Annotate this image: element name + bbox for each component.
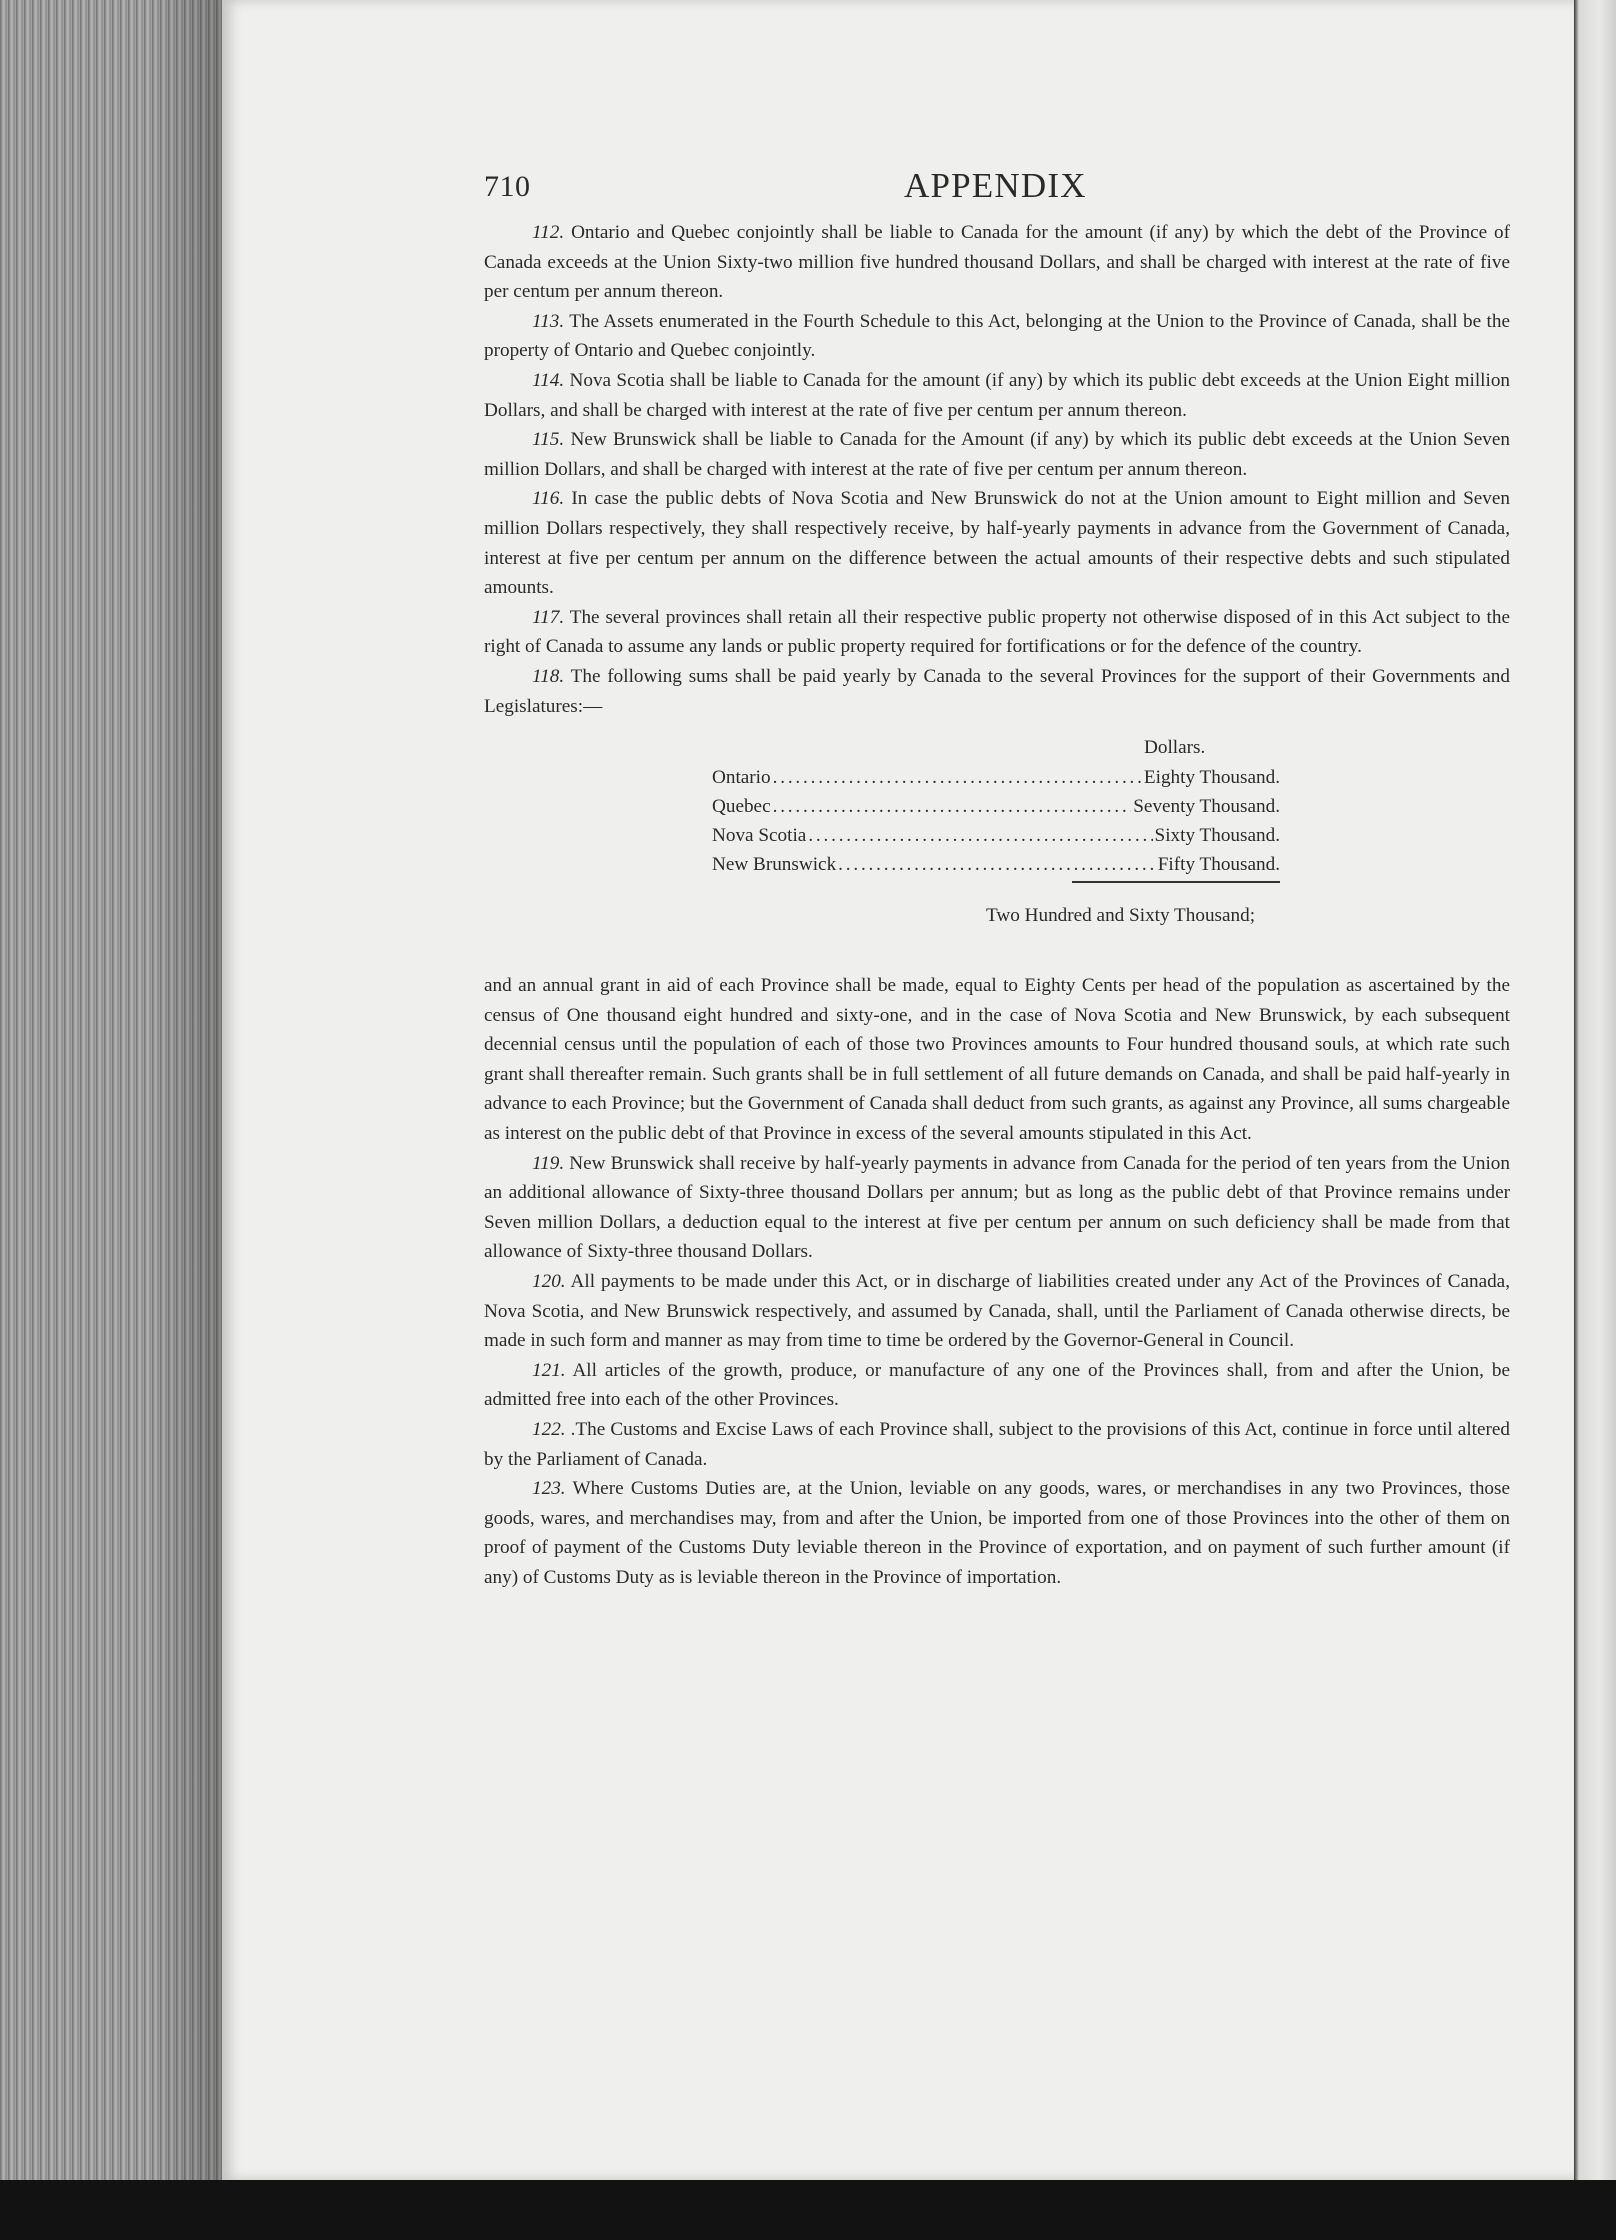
- page-right-edge: [1574, 0, 1616, 2180]
- section-paragraph: [484, 1267, 1510, 1356]
- dot-leader: [773, 792, 1132, 822]
- province-name: New Brunswick: [712, 854, 837, 876]
- grant-amount: Eighty Thousand.: [1143, 767, 1280, 789]
- grant-amount: Seventy Thousand.: [1133, 796, 1280, 818]
- section-text: The following sums shall be paid yearly by Canada to the several Provinces for the support of their Governments and Legislatures:—: [484, 665, 1510, 717]
- section-text: Where Customs Duties are, at the Union, leviable on any goods, wares, or merchandises in any two Provinces, those goods, wares, and merchandises may, from and after the Union, be imported from one of those Provinces into the other of them on proof of payment of the Customs Duty leviable thereon in the Province of exportation, and on payment of such further amount (if any) of Customs Duty as is leviable thereon in the Province of importation.: [484, 1478, 1510, 1588]
- dot-leader: [808, 821, 1152, 851]
- section-paragraph: [484, 484, 1510, 602]
- running-head: APPENDIX: [904, 166, 1087, 205]
- province-name: Quebec: [712, 796, 771, 818]
- section-number: 122.: [532, 1419, 566, 1440]
- province-name: Ontario: [712, 767, 771, 789]
- scan-bottom-border: [0, 2180, 1616, 2240]
- section-text: .The Customs and Excise Laws of each Province shall, subject to the provisions of this Act, continue in force until altered by the Parliament of Canada.: [484, 1419, 1510, 1470]
- section-paragraph: [484, 307, 1510, 366]
- page-number: 710: [484, 170, 531, 203]
- section-paragraph: [484, 1415, 1510, 1474]
- total-rule: [1072, 881, 1280, 883]
- section-number: 115.: [532, 429, 565, 451]
- table-total: Two Hundred and Sixty Thousand;: [986, 905, 1256, 927]
- section-text: All articles of the growth, produce, or manufacture of any one of the Provinces shall, from and after the Union, be admitted free into each of the other Provinces.: [484, 1359, 1510, 1411]
- section-text: Ontario and Quebec conjointly shall be liable to Canada for the amount (if any) by which the debt of the Province of Canada exceeds at the Union Sixty-two million five hundred thousand Dollars, and shall be charged with interest at the rate of five per centum per annum thereon.: [484, 222, 1511, 303]
- section-paragraph: [484, 1356, 1510, 1415]
- section-paragraph: [484, 603, 1510, 662]
- table-row: [712, 792, 1280, 822]
- table-column-header: Dollars.: [1144, 737, 1206, 759]
- section-paragraph: [484, 1149, 1510, 1267]
- section-text: New Brunswick shall be liable to Canada for the Amount (if any) by which its public debt exceeds at the Union Seven million Dollars, and shall be charged with interest at the rate of five per centum per annum thereon.: [484, 429, 1511, 480]
- table-row: [712, 850, 1280, 880]
- grant-amount: Fifty Thousand.: [1157, 854, 1280, 876]
- provincial-grants-table: [484, 733, 1510, 955]
- dot-leader: [773, 763, 1142, 793]
- section-number: 121.: [532, 1359, 566, 1381]
- section-number: 119.: [532, 1152, 565, 1174]
- section-paragraph: [484, 425, 1510, 484]
- section-text: All payments to be made under this Act, or in discharge of liabilities created under any Act of the Provinces of Canada, Nova Scotia, and New Brunswick respectively, and assumed by Canada, shall, until the Parliament of Canada otherwise directs, be made in such form and manner as may from time to time be ordered by the Governor-General in Council.: [484, 1271, 1510, 1352]
- section-text: The several provinces shall retain all their respective public property not otherwise disposed of in this Act subject to the right of Canada to assume any lands or public property required for fortifications or for the defence of the country.: [484, 606, 1510, 658]
- province-name: Nova Scotia: [712, 825, 807, 847]
- section-paragraph: [484, 366, 1510, 425]
- continuation-paragraph: and an annual grant in aid of each Province shall be made, equal to Eighty Cents per head of the population as ascertained by the census of One thousand eight hundred and sixty-one, and in the case of Nova Scotia and New Brunswick, by each subsequent decennial census until the population of each of those two Provinces amounts to Four hundred thousand souls, at which rate such grant shall thereafter remain. Such grants shall be in full settlement of all future demands on Canada, and shall be paid half-yearly in advance to each Province; but the Government of Canada shall deduct from such grants, as against any Province, all sums chargeable as interest on the public debt of that Province in excess of the several amounts stipulated in this Act.: [484, 975, 1510, 1145]
- section-paragraph: [484, 662, 1510, 721]
- section-text: The Assets enumerated in the Fourth Schedule to this Act, belonging at the Union to the Province of Canada, shall be the property of Ontario and Quebec conjointly.: [484, 310, 1510, 362]
- section-number: 112.: [532, 222, 565, 243]
- grant-amount: Sixty Thousand.: [1154, 825, 1280, 847]
- page-header: [484, 166, 1510, 218]
- section-text: New Brunswick shall receive by half-yearly payments in advance from Canada for the period of ten years from the Union an additional allowance of Sixty-three thousand Dollars per annum; but as long as the public debt of that Province remains under Seven million Dollars, a deduction equal to the interest at five per centum per annum on such deficiency shall be made from that allowance of Sixty-three thousand Dollars.: [484, 1152, 1510, 1263]
- table-row: [712, 821, 1280, 851]
- section-paragraph: [484, 1474, 1510, 1592]
- section-number: 116.: [532, 488, 565, 510]
- table-row: [712, 763, 1280, 793]
- section-number: 114.: [532, 369, 565, 391]
- section-paragraph: [484, 218, 1510, 307]
- body-text: [484, 218, 1510, 1593]
- section-number: 123.: [532, 1478, 566, 1500]
- section-text: In case the public debts of Nova Scotia and New Brunswick do not at the Union amount to Eight million and Seven million Dollars respectively, they shall respectively receive, by half-yearly payments in advance from the Government of Canada, interest at five per centum per annum on the difference between the actual amounts of their respective debts and such stipulated amounts.: [484, 488, 1510, 599]
- page-content: [484, 166, 1510, 1593]
- section-text: Nova Scotia shall be liable to Canada for the amount (if any) by which its public debt exceeds at the Union Eight million Dollars, and shall be charged with interest at the rate of five per centum per annum thereon.: [484, 369, 1511, 421]
- section-number: 113.: [532, 310, 565, 332]
- gutter-shadow: [150, 0, 230, 2180]
- section-number: 117.: [532, 606, 565, 628]
- section-number: 118.: [532, 665, 565, 687]
- dot-leader: [838, 850, 1156, 880]
- section-number: 120.: [532, 1271, 566, 1293]
